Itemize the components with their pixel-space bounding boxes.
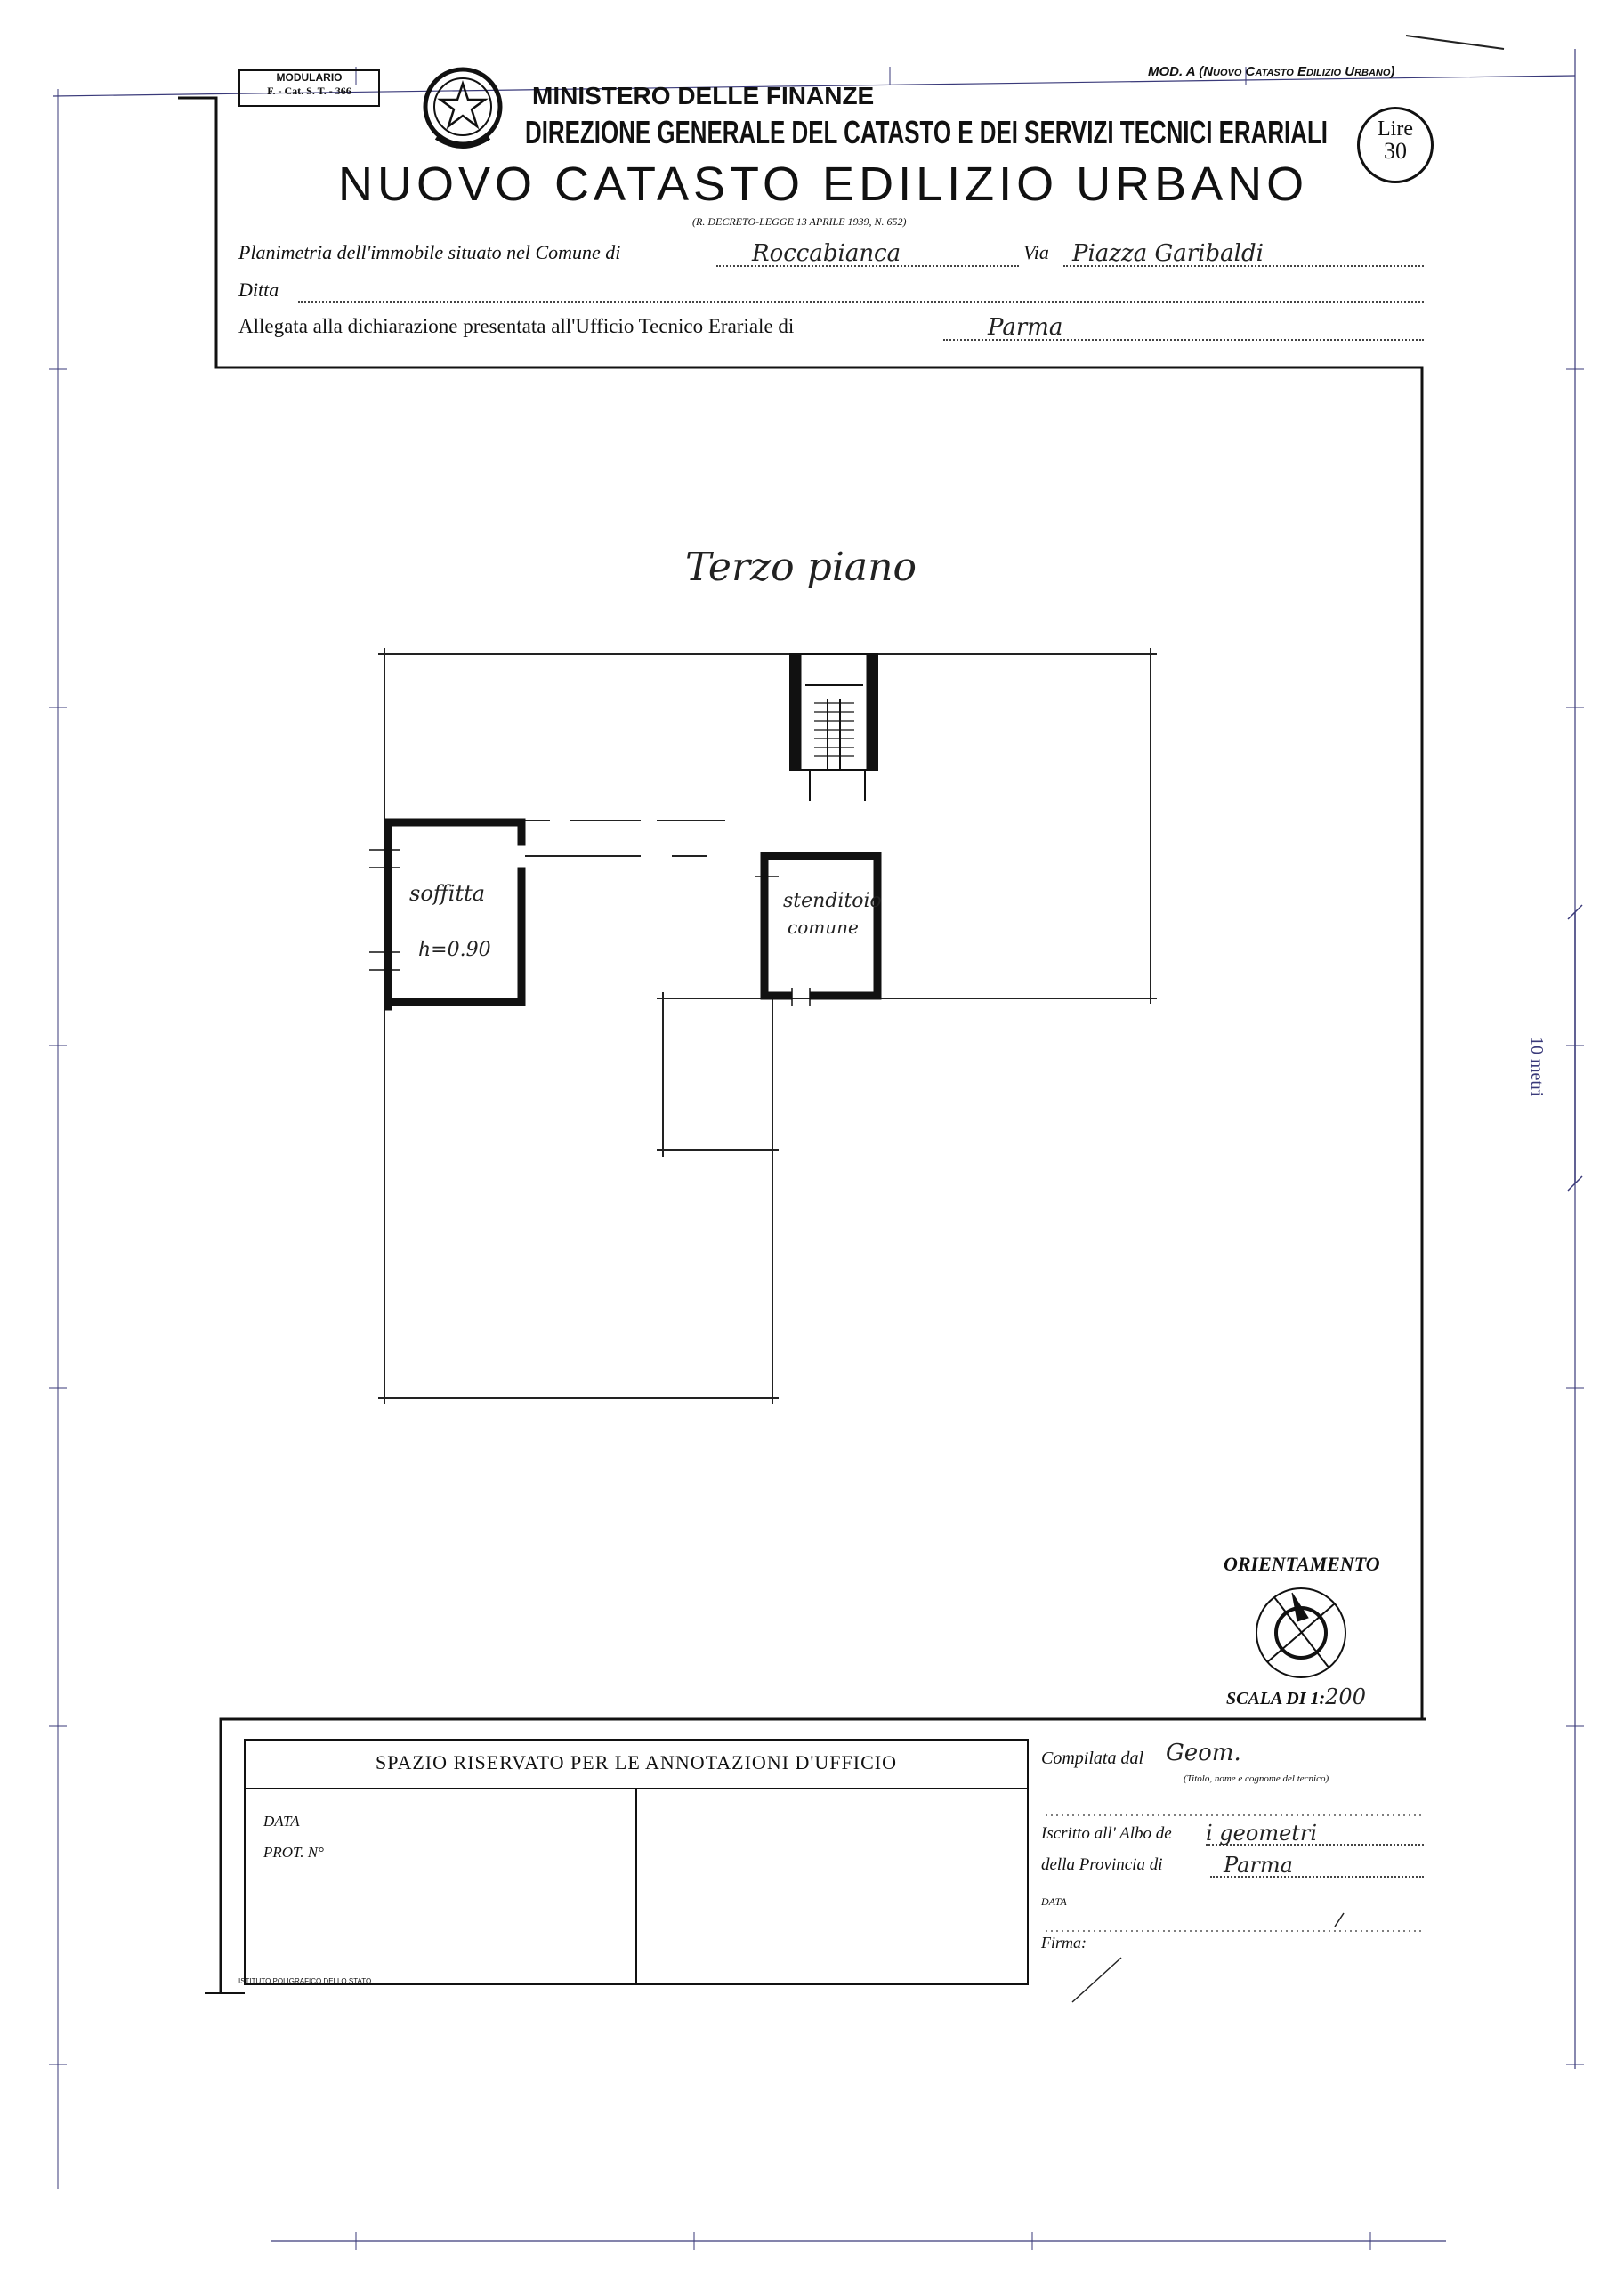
compass-icon	[1256, 1588, 1345, 1677]
scale-value: 200	[1325, 1684, 1366, 1709]
modulario-box	[238, 69, 380, 107]
modulario-line2: F. - Cat. S. T. - 366	[267, 85, 351, 97]
ditta-label: Ditta	[238, 279, 279, 301]
room-soffitta-label: soffitta	[409, 881, 486, 906]
compilata-label: Compilata dal	[1041, 1749, 1144, 1768]
scale-prefix: SCALA DI 1:	[1226, 1689, 1326, 1708]
ufficio-field	[943, 314, 1424, 341]
via-value: Piazza Garibaldi	[1072, 240, 1264, 267]
comune-value: Roccabianca	[752, 240, 901, 267]
ufficio-value: Parma	[988, 314, 1063, 341]
planimetria-label: Planimetria dell'immobile situato nel Comune di	[238, 241, 621, 263]
office-title: SPAZIO RISERVATO PER LE ANNOTAZIONI D'UFFICIO	[376, 1751, 897, 1773]
side-scale-label: 10 metri	[1527, 1037, 1547, 1097]
page-title: NUOVO CATASTO EDILIZIO URBANO	[338, 158, 1309, 211]
modulario-line1: MODULARIO	[276, 71, 343, 84]
room-stenditoio-label-2: comune	[788, 917, 859, 938]
office-data-label: DATA	[263, 1813, 300, 1830]
ministry-label: MINISTERO DELLE FINANZE	[532, 82, 875, 109]
decree-label: (R. DECRETO-LEGGE 13 APRILE 1939, N. 652)	[692, 215, 907, 228]
room-stenditoio-label-1: stenditoio	[783, 890, 882, 912]
stamp-circle	[1357, 107, 1434, 183]
printer-label: ISTITUTO POLIGRAFICO DELLO STATO	[238, 1977, 372, 1985]
iscritto-label: Iscritto all' Albo de	[1041, 1824, 1172, 1843]
ditta-field	[298, 278, 1424, 303]
provincia-value: Parma	[1224, 1853, 1293, 1878]
right-data-label: DATA	[1041, 1895, 1067, 1908]
via-field	[1063, 240, 1424, 267]
scale-label	[1226, 1684, 1366, 1709]
floor-title: Terzo piano	[685, 545, 917, 590]
compilata-value: Geom.	[1166, 1740, 1241, 1766]
firma-label: Firma:	[1041, 1934, 1087, 1951]
stamp-label: Lire	[1378, 117, 1413, 141]
mod-reference: MOD. A (Nuovo Catasto Edilizio Urbano)	[1148, 64, 1395, 79]
allegata-label: Allegata alla dichiarazione presentata all'Ufficio Tecnico Erariale di	[238, 315, 795, 337]
iscritto-value: i geometri	[1206, 1821, 1318, 1846]
stamp-value: 30	[1384, 138, 1407, 164]
room-soffitta-height: h=0.90	[418, 939, 491, 961]
compilata-sub: (Titolo, nome e cognome del tecnico)	[1184, 1773, 1329, 1784]
comune-field	[716, 240, 1019, 267]
office-prot-label: PROT. N°	[263, 1844, 324, 1861]
iscritto-field	[1206, 1821, 1424, 1846]
direction-label: DIREZIONE GENERALE DEL CATASTO E DEI SERVIZI TECNICI ERARIALI	[525, 114, 1329, 150]
via-label: Via	[1023, 241, 1049, 263]
provincia-label: della Provincia di	[1041, 1855, 1163, 1874]
orientation-label: ORIENTAMENTO	[1224, 1553, 1380, 1575]
provincia-field	[1210, 1853, 1424, 1878]
emblem-icon	[418, 62, 507, 160]
